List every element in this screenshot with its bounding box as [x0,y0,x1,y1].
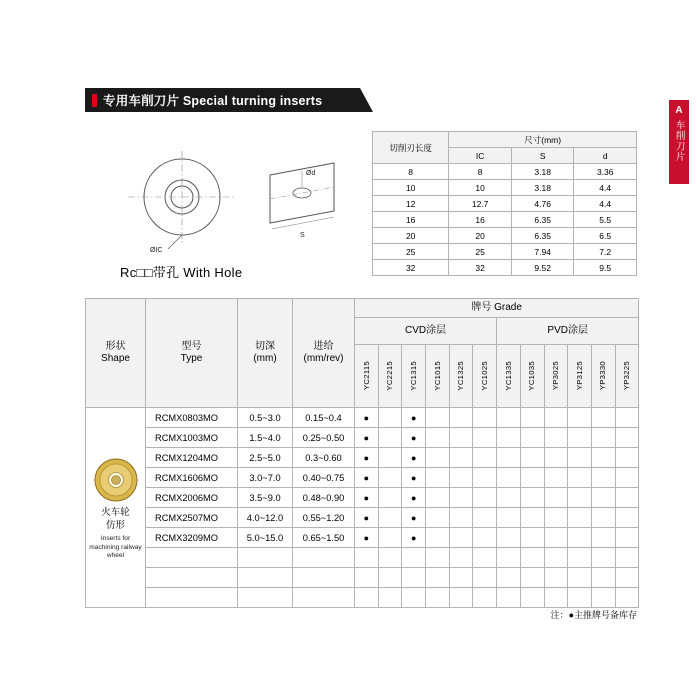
cell-grade-yc1035 [520,428,544,448]
table-row [86,488,639,508]
dim-col-ic: IC [449,148,512,164]
cell-grade-yc1025 [473,468,497,488]
cell-feed: 0.3~0.60 [293,448,355,468]
cell-grade-yp3025 [544,448,568,468]
grade-header-yp3225 [615,345,639,408]
cell-grade-yc1335 [497,548,521,568]
cell-depth: 5.0~15.0 [238,528,293,548]
chapter-tab-label: 车削刀片 [673,119,685,162]
header-line-0: 进给 [313,340,334,352]
cell-grade-yp3125 [568,508,592,528]
dim-cell-3: 5.5 [574,212,637,228]
cell-grade-yp3125 [568,588,592,608]
cell-grade-yp3330 [591,528,615,548]
section-title-banner [85,88,373,112]
cell-grade-yp3225 [615,448,639,468]
dim-cell-0: 32 [373,260,449,276]
col-header-type [146,299,238,408]
cell-feed: 0.40~0.75 [293,468,355,488]
dim-cell-3: 7.2 [574,244,637,260]
dim-cell-1: 32 [449,260,512,276]
cell-grade-yc1035 [520,488,544,508]
cell-grade-yc1335 [497,588,521,608]
cell-grade-yc1035 [520,408,544,428]
cell-grade-yp3025 [544,528,568,548]
header-line-1: (mm/rev) [303,353,344,364]
dim-cell-1: 12.7 [449,196,512,212]
dim-cell-1: 16 [449,212,512,228]
cell-grade-yc1335 [497,488,521,508]
cell-grade-yc1325 [449,488,473,508]
section-title-text: 专用车削刀片 Special turning inserts [103,94,323,108]
cell-grade-yc1315 [402,568,426,588]
cell-grade-yp3330 [591,588,615,608]
cell-grade-yc2215 [378,508,402,528]
grade-header-label: YP3025 [551,361,561,391]
cell-grade-yc1015 [426,408,450,428]
col-header-shape [86,299,146,408]
cell-grade-yc1315 [402,548,426,568]
cell-grade-yc2115: ● [355,408,379,428]
dim-cell-0: 25 [373,244,449,260]
cell-grade-yc1015 [426,468,450,488]
dim-table-row [373,212,637,228]
col-header-depth [238,299,293,408]
dim-table-row [373,180,637,196]
cell-grade-yc2115: ● [355,428,379,448]
dim-table-row [373,228,637,244]
cell-grade-yc1015 [426,528,450,548]
cell-type: RCMX1204MO [146,448,238,468]
cell-grade-yc1325 [449,468,473,488]
dim-cell-1: 8 [449,164,512,180]
cell-grade-yc2115: ● [355,468,379,488]
cell-grade-yp3125 [568,548,592,568]
dim-col-s: S [511,148,574,164]
dim-table-row [373,260,637,276]
dim-cell-3: 9.5 [574,260,637,276]
cell-grade-yp3330 [591,508,615,528]
cell-grade-yp3025 [544,548,568,568]
cell-grade-yc1035 [520,448,544,468]
header-line-0: 型号 [181,340,202,352]
cell-type: RCMX1606MO [146,468,238,488]
cell-feed: 0.48~0.90 [293,488,355,508]
specification-table [85,298,639,608]
cell-depth [238,548,293,568]
svg-text:Ød: Ød [306,170,316,177]
dim-cell-3: 4.4 [574,180,637,196]
cell-grade-yc2115: ● [355,488,379,508]
cell-grade-yc2215 [378,468,402,488]
cell-grade-yc1315: ● [402,488,426,508]
cell-grade-yc1025 [473,488,497,508]
table-row [86,528,639,548]
cell-grade-yp3225 [615,488,639,508]
cell-grade-yc2215 [378,428,402,448]
cell-grade-yc1025 [473,568,497,588]
cell-grade-yc1325 [449,568,473,588]
header-line-1: Shape [101,353,130,364]
cell-grade-yp3225 [615,408,639,428]
dim-table-header-row-1 [373,132,637,148]
cell-grade-yc1025 [473,448,497,468]
grade-header-yc1035 [520,345,544,408]
cell-feed [293,588,355,608]
table-row [86,548,639,568]
dim-cell-0: 10 [373,180,449,196]
cell-grade-yc1335 [497,468,521,488]
dim-cell-1: 25 [449,244,512,260]
cell-grade-yc1335 [497,568,521,588]
col-header-cvd: CVD涂层 [355,318,497,345]
table-row [86,428,639,448]
grade-header-yc1325 [449,345,473,408]
grade-header-yc1335 [497,345,521,408]
cell-grade-yc1035 [520,548,544,568]
cell-type: RCMX3209MO [146,528,238,548]
cell-grade-yc2115 [355,548,379,568]
dim-cell-3: 3.36 [574,164,637,180]
cell-grade-yp3125 [568,428,592,448]
cell-grade-yc1315: ● [402,508,426,528]
cell-grade-yc1015 [426,588,450,608]
table-row [86,508,639,528]
cell-grade-yp3125 [568,468,592,488]
dim-cell-2: 7.94 [511,244,574,260]
cell-grade-yc2215 [378,448,402,468]
dim-table-row [373,164,637,180]
chapter-tab[interactable] [669,100,689,184]
dim-col-d: d [574,148,637,164]
grade-header-label: YC1015 [432,361,442,391]
cell-grade-yc1335 [497,408,521,428]
cell-grade-yc2115 [355,568,379,588]
cell-grade-yc2215 [378,548,402,568]
svg-text:S: S [300,232,305,239]
cell-grade-yp3330 [591,448,615,468]
cell-depth: 3.0~7.0 [238,468,293,488]
cell-depth: 1.5~4.0 [238,428,293,448]
round-insert-illustration [93,457,139,503]
dim-table-row [373,244,637,260]
cell-grade-yc1035 [520,508,544,528]
dim-cell-2: 3.18 [511,164,574,180]
cell-grade-yc1015 [426,488,450,508]
table-row [86,448,639,468]
cell-feed: 0.15~0.4 [293,408,355,428]
cell-grade-yp3330 [591,428,615,448]
grade-header-yc1315 [402,345,426,408]
cell-grade-yc1335 [497,428,521,448]
cell-grade-yc2215 [378,568,402,588]
grade-header-label: YC1035 [527,361,537,391]
dim-table-title: 尺寸(mm) [449,132,637,148]
cell-grade-yc1315: ● [402,528,426,548]
cell-grade-yc1035 [520,568,544,588]
dim-cell-2: 6.35 [511,212,574,228]
cell-grade-yc1035 [520,468,544,488]
cell-depth: 0.5~3.0 [238,408,293,428]
dim-col-edge-length: 切削刃长度 [373,132,449,164]
dim-cell-0: 20 [373,228,449,244]
table-note: 注：●主推牌号备库存 [550,610,637,620]
cell-feed: 0.55~1.20 [293,508,355,528]
cell-type: RCMX2006MO [146,488,238,508]
dim-cell-3: 4.4 [574,196,637,212]
cell-grade-yp3125 [568,528,592,548]
cell-grade-yp3025 [544,588,568,608]
cell-feed: 0.65~1.50 [293,528,355,548]
cell-grade-yc1015 [426,508,450,528]
cell-grade-yp3125 [568,448,592,468]
dim-cell-2: 4.76 [511,196,574,212]
cell-grade-yc2215 [378,408,402,428]
header-line-1: Type [180,353,203,364]
cell-depth: 3.5~9.0 [238,488,293,508]
grade-header-yc2215 [378,345,402,408]
dim-table-row [373,196,637,212]
cell-grade-yp3025 [544,508,568,528]
cell-grade-yp3225 [615,548,639,568]
cell-grade-yc1015 [426,428,450,448]
grade-header-label: YC1025 [479,361,489,391]
cell-grade-yp3225 [615,588,639,608]
cell-grade-yp3225 [615,568,639,588]
grade-header-yp3025 [544,345,568,408]
grade-header-label: YC1335 [503,361,513,391]
cell-grade-yp3125 [568,488,592,508]
table-row [86,588,639,608]
cell-grade-yc1025 [473,428,497,448]
dim-cell-1: 20 [449,228,512,244]
cell-type [146,588,238,608]
cell-grade-yp3025 [544,468,568,488]
cell-grade-yc1015 [426,548,450,568]
with-hole-caption: Rc□□带孔 With Hole [120,265,243,280]
dim-cell-1: 10 [449,180,512,196]
cell-grade-yc2115: ● [355,508,379,528]
cell-grade-yp3225 [615,508,639,528]
grade-header-label: YP3225 [622,361,632,391]
cell-depth [238,568,293,588]
cell-grade-yp3125 [568,408,592,428]
cell-grade-yc1015 [426,568,450,588]
header-line-1: (mm) [253,353,277,364]
cell-grade-yc1325 [449,548,473,568]
dim-cell-0: 12 [373,196,449,212]
col-header-grade: 牌号 Grade [355,299,639,318]
cell-grade-yc2215 [378,488,402,508]
cell-feed [293,568,355,588]
cell-grade-yp3330 [591,548,615,568]
dim-cell-2: 9.52 [511,260,574,276]
dim-cell-0: 16 [373,212,449,228]
table-row [86,468,639,488]
grade-header-label: YP3125 [574,361,584,391]
cell-type: RCMX2507MO [146,508,238,528]
grade-header-label: YC2215 [385,361,395,391]
cell-grade-yc2115 [355,588,379,608]
cell-grade-yc1035 [520,528,544,548]
cell-depth [238,588,293,608]
cell-grade-yp3025 [544,488,568,508]
cell-grade-yc1335 [497,508,521,528]
dim-cell-2: 6.35 [511,228,574,244]
cell-grade-yc1335 [497,448,521,468]
insert-technical-drawing [120,145,350,255]
cell-grade-yp3025 [544,428,568,448]
shape-cell-cn-line-1: 仿形 [105,519,125,531]
grade-header-label: YC1315 [408,361,418,391]
table-row [86,408,639,428]
cell-grade-yc2115: ● [355,528,379,548]
cell-grade-yc1315 [402,588,426,608]
header-line-0: 切深 [255,340,275,352]
cell-feed: 0.25~0.50 [293,428,355,448]
cell-depth: 4.0~12.0 [238,508,293,528]
main-header-row-grade [86,299,639,318]
grade-header-label: YC1325 [456,361,466,391]
cell-grade-yc2215 [378,588,402,608]
svg-text:ØIC: ØIC [150,247,163,254]
cell-grade-yp3025 [544,568,568,588]
shape-cell [86,408,146,608]
dim-cell-2: 3.18 [511,180,574,196]
cell-type [146,548,238,568]
cell-grade-yc1025 [473,548,497,568]
cell-grade-yc1315: ● [402,468,426,488]
banner-corner-cut [360,88,373,112]
grade-header-yp3330 [591,345,615,408]
cell-grade-yc1325 [449,528,473,548]
cell-type: RCMX1003MO [146,428,238,448]
grade-header-yc1025 [473,345,497,408]
cell-grade-yc1325 [449,508,473,528]
chapter-tab-letter: A [675,105,683,116]
shape-cell-cn-line-0: 火车轮 [101,506,130,518]
cell-grade-yc2215 [378,528,402,548]
cell-grade-yp3225 [615,468,639,488]
dim-cell-3: 6.5 [574,228,637,244]
cell-grade-yp3330 [591,468,615,488]
cell-grade-yc1315: ● [402,428,426,448]
header-line-0: 形状 [105,340,126,352]
cell-grade-yc1325 [449,588,473,608]
cell-type [146,568,238,588]
cell-grade-yp3330 [591,408,615,428]
cell-grade-yc1025 [473,408,497,428]
cell-grade-yp3225 [615,428,639,448]
cell-grade-yc1325 [449,408,473,428]
grade-header-label: YC2115 [361,361,371,391]
cell-grade-yp3125 [568,568,592,588]
shape-cell-en: Inserts for machining railway wheel [89,535,142,559]
grade-header-label: YP3330 [598,361,608,391]
cell-grade-yp3225 [615,528,639,548]
cell-grade-yc1035 [520,588,544,608]
dimension-table [372,131,637,276]
grade-header-yc1015 [426,345,450,408]
red-accent-bar [92,94,97,107]
cell-grade-yc1025 [473,508,497,528]
cell-grade-yp3330 [591,568,615,588]
col-header-feed [293,299,355,408]
grade-header-yp3125 [568,345,592,408]
cell-feed [293,548,355,568]
grade-header-yc2115 [355,345,379,408]
cell-grade-yp3025 [544,408,568,428]
cell-grade-yp3330 [591,488,615,508]
table-row [86,568,639,588]
col-header-pvd: PVD涂层 [497,318,639,345]
drawing-svg [120,145,350,255]
cell-grade-yc1325 [449,428,473,448]
cell-depth: 2.5~5.0 [238,448,293,468]
cell-type: RCMX0803MO [146,408,238,428]
cell-grade-yc2115: ● [355,448,379,468]
cell-grade-yc1015 [426,448,450,468]
cell-grade-yc1315: ● [402,408,426,428]
cell-grade-yc1315: ● [402,448,426,468]
cell-grade-yc1325 [449,448,473,468]
cell-grade-yc1025 [473,528,497,548]
dim-cell-0: 8 [373,164,449,180]
cell-grade-yc1025 [473,588,497,608]
cell-grade-yc1335 [497,528,521,548]
